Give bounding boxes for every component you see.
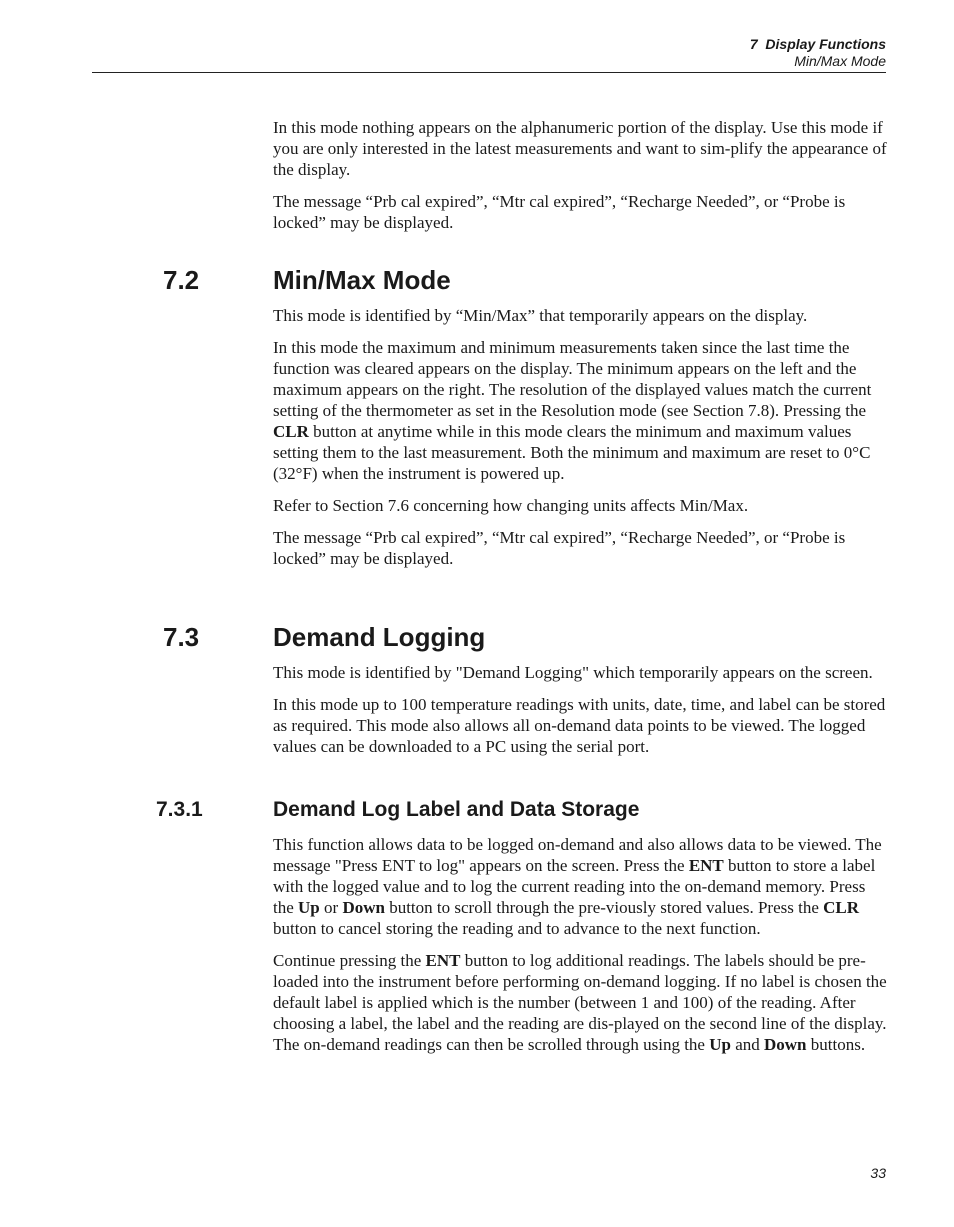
header-chapter: 7 Display Functions [749, 36, 886, 52]
up-key: Up [298, 898, 320, 917]
text-run: or [319, 898, 343, 917]
header-section: Min/Max Mode [794, 53, 886, 69]
text-run: In this mode the maximum and minimum measurements taken since the last time the function was cleared appears on the display. The minimum appears on the left and the maximum appears on the right. The resolution of the displayed values match the current setting of the thermometer as set in the Resolution mode (see Section 7.8). Pressing the [273, 338, 872, 420]
section-7-3-1-body [273, 834, 887, 1066]
intro-paragraph-2: The message “Prb cal expired”, “Mtr cal expired”, “Recharge Needed”, or “Probe is locked” may be displayed. [273, 192, 846, 232]
text-run: This function allows data to be logged on-demand and also allows data to be viewed. The message "Press ENT to log" appears on the screen. Press the [273, 835, 882, 875]
text-run: button to log additional readings. The labels should be pre-loaded into the instrument before performing on-demand logging. If no label is chosen the default label is applied which is the number (between 1 and 100) of the reading. After choosing a label, the label and the reading are dis-played on the second line of the display. The on-demand readings can then be scrolled through using the [273, 951, 887, 1054]
section-7-3-title: Demand Logging [273, 622, 486, 652]
page-number: 33 [870, 1165, 886, 1181]
text-run: button to cancel storing the reading and to advance to the next function. [273, 919, 761, 938]
text-run: and [730, 1035, 764, 1054]
intro-paragraph-1: In this mode nothing appears on the alphanumeric portion of the display. Use this mode if you are only interested in the latest measurements and want to sim-plify the appearance of the display. [273, 118, 887, 179]
text-run: Continue pressing the [273, 951, 426, 970]
section-7-3-number: 7.3 [163, 622, 200, 652]
section-7-3-1-paragraph-2 [273, 950, 887, 1055]
section-7-2-paragraph-2 [273, 337, 887, 484]
section-7-3-paragraph-2: In this mode up to 100 temperature readings with units, date, time, and label can be stored as required. This mode also allows all on-demand data points to be viewed. The logged values can be downloaded to a PC using the serial port. [273, 695, 886, 756]
clr-key: CLR [823, 898, 860, 917]
section-7-3-1-number: 7.3.1 [156, 798, 203, 821]
section-7-3-paragraph-1: This mode is identified by "Demand Logging" which temporarily appears on the screen. [273, 663, 873, 682]
section-7-2-title: Min/Max Mode [273, 265, 451, 295]
section-7-3-body [273, 662, 887, 768]
intro-block [273, 117, 887, 244]
section-7-2-body [273, 305, 887, 580]
section-7-2-paragraph-1: This mode is identified by “Min/Max” that temporarily appears on the display. [273, 306, 808, 325]
text-run: buttons. [806, 1035, 866, 1054]
down-key: Down [342, 898, 385, 917]
ent-key: ENT [425, 951, 461, 970]
section-7-2-number: 7.2 [163, 265, 200, 295]
section-7-3-1-title: Demand Log Label and Data Storage [273, 798, 640, 821]
section-7-3-1-paragraph-1 [273, 834, 887, 939]
text-run: button to scroll through the pre-viously stored values. Press the [384, 898, 824, 917]
section-7-2-paragraph-3: Refer to Section 7.6 concerning how changing units affects Min/Max. [273, 496, 749, 515]
down-key: Down [764, 1035, 807, 1054]
section-7-2-paragraph-4: The message “Prb cal expired”, “Mtr cal expired”, “Recharge Needed”, or “Probe is locked” may be displayed. [273, 528, 846, 568]
up-key: Up [709, 1035, 731, 1054]
clr-key: CLR [273, 422, 309, 441]
ent-key: ENT [688, 856, 724, 875]
text-run: button at anytime while in this mode clears the minimum and maximum values setting them to the last measurement. Both the minimum and maximum are reset to 0°C (32°F) when the instrument is powered up. [273, 422, 871, 483]
running-header [92, 36, 886, 73]
text-run: button to store a label with the logged value and to log the current reading into the on-demand memory. Press the [273, 856, 876, 917]
